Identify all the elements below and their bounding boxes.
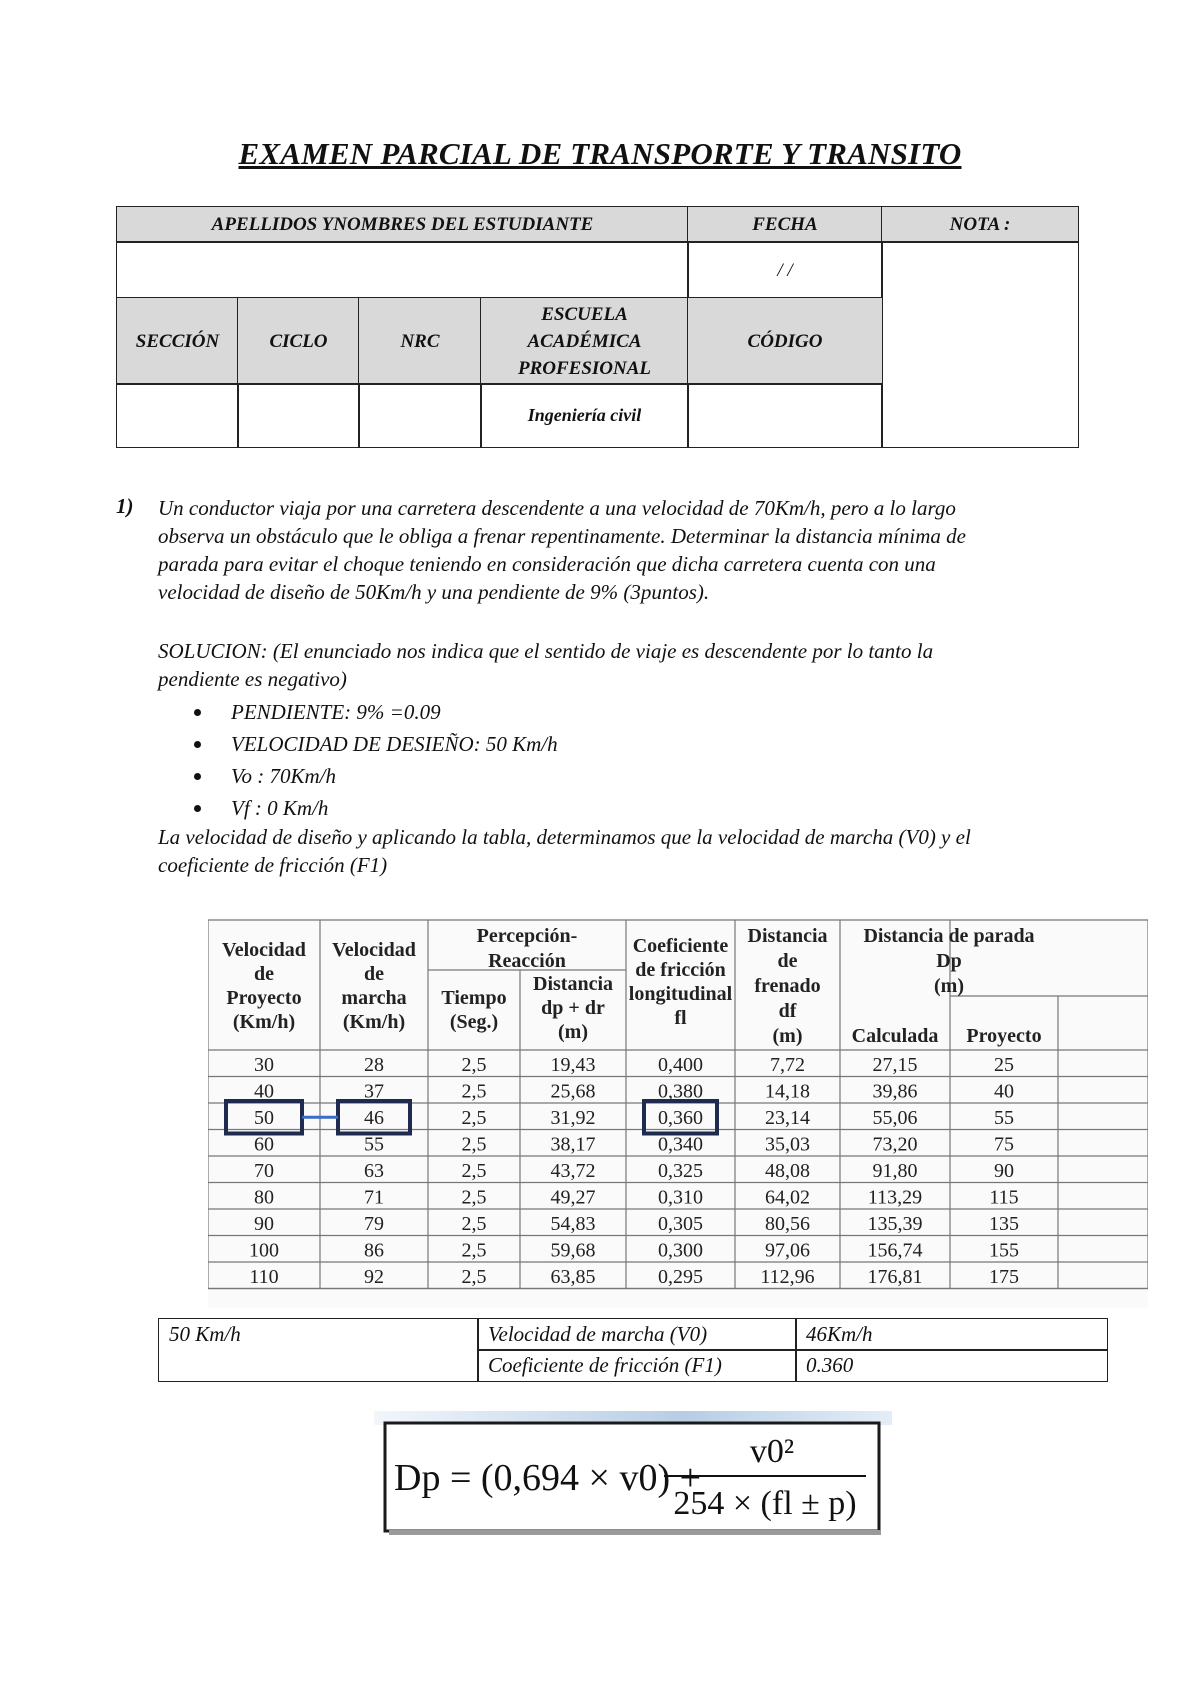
table-cell: 0,295 [658,1266,703,1288]
header-perception-reaction: Percepción- [476,925,578,947]
escuela-label-line-3: PROFESIONAL [517,357,652,379]
table-cell: 0,360 [658,1107,703,1129]
intro-line: La velocidad de diseño y aplicando la tabla, determinamos que la velocidad de marcha (V0) y el [158,825,971,849]
table-cell: 40 [994,1080,1014,1103]
table-cell: 110 [249,1266,279,1288]
solution-line: pendiente es negativo) [158,667,347,691]
solution-text [158,637,1108,693]
design-speed-table [208,918,1148,1308]
seccion-header: SECCIÓN [116,297,239,385]
bullet-text: Vf : 0 Km/h [231,796,329,820]
table-cell: 2,5 [461,1080,487,1103]
table-cell: 23,14 [765,1107,810,1129]
codigo-field [687,383,883,448]
header-braking-distance: df [778,1000,797,1022]
fecha-field: / / [687,241,883,299]
codigo-header: CÓDIGO [687,297,883,385]
header-friction-coefficient: de fricción [635,959,726,981]
student-name-field [116,241,689,299]
escuela-header [480,297,689,385]
table-cell: 19,43 [550,1054,596,1076]
header-design-speed: (Km/h) [232,1011,296,1033]
table-cell: 59,68 [550,1239,596,1262]
question-line: velocidad de diseño de 50Km/h y una pendiente de 9% (3puntos). [158,580,710,604]
seccion-field [116,383,239,448]
table-cell: 0,340 [658,1133,703,1156]
table-cell: 79 [364,1213,384,1235]
table-cell: 113,29 [867,1186,923,1209]
table-cell: 50 [254,1107,274,1129]
table-cell: 49,27 [550,1186,596,1209]
header-braking-distance: de [777,950,798,972]
header-running-speed: marcha [341,987,407,1009]
table-cell: 135 [989,1213,1019,1235]
table-cell: 0,305 [658,1213,703,1235]
table-cell: 2,5 [461,1160,487,1182]
table-cell: 97,06 [765,1239,810,1262]
table-cell: 90 [254,1213,274,1235]
table-cell: 14,18 [765,1080,810,1103]
answer-v0-label: Velocidad de marcha (V0) [477,1318,797,1351]
table-cell: 63,85 [550,1266,596,1288]
table-cell: 39,86 [872,1080,918,1103]
table-cell: 60 [254,1133,274,1156]
table-cell: 27,15 [872,1054,918,1076]
table-cell: 64,02 [765,1186,810,1209]
header-calculated: Calculada [851,1025,939,1047]
header-project: Proyecto [966,1025,1042,1047]
answer-v0-value: 46Km/h [795,1318,1108,1351]
table-cell: 100 [249,1239,279,1262]
question-line: observa un obstáculo que le obliga a frenar repentinamente. Determinar la distancia mínima de [158,524,966,548]
table-cell: 2,5 [461,1239,487,1262]
table-cell: 35,03 [765,1133,810,1156]
bullet-dot [194,805,201,812]
nota-field [881,241,1079,448]
table-cell: 135,39 [867,1213,923,1235]
header-perception-reaction: Reacción [488,950,566,972]
design-speed-table-graphic [208,918,1148,1308]
header-design-speed: Velocidad [222,939,306,961]
table-intro-text [158,823,1108,879]
question-text [158,494,1108,606]
table-cell: 0,300 [658,1239,703,1262]
escuela-label-line-1: ESCUELA [541,303,628,325]
escuela-field: Ingeniería civil [480,383,689,448]
header-distance: (m) [558,1021,588,1043]
formula-lhs: Dp = (0,694 × v0) + [394,1457,702,1499]
intro-line: coeficiente de fricción (F1) [158,853,388,877]
table-cell: 176,81 [867,1266,923,1288]
header-braking-distance: frenado [754,975,821,997]
bullet-dot [194,709,201,716]
student-name-header: APELLIDOS YNOMBRES DEL ESTUDIANTE [116,206,689,243]
header-running-speed: (Km/h) [342,1011,406,1033]
bullet-dot [194,741,201,748]
table-cell: 25,68 [550,1080,596,1103]
header-braking-distance: Distancia [747,925,828,947]
table-cell: 70 [254,1160,274,1182]
nrc-header: NRC [358,297,482,385]
bullet-text: VELOCIDAD DE DESIEÑO: 50 Km/h [231,732,558,756]
table-cell: 90 [994,1160,1014,1182]
header-time: (Seg.) [449,1011,499,1033]
table-cell: 63 [364,1160,384,1182]
table-cell: 54,83 [550,1213,596,1235]
ciclo-header: CICLO [237,297,360,385]
table-cell: 80,56 [765,1213,810,1235]
table-cell: 38,17 [550,1133,596,1156]
header-friction-coefficient: fl [674,1007,687,1029]
table-cell: 2,5 [461,1054,487,1076]
header-friction-coefficient: longitudinal [628,983,733,1005]
table-cell: 43,72 [550,1160,596,1182]
table-cell: 80 [254,1186,274,1209]
student-info-table [116,206,1079,448]
table-cell: 2,5 [461,1107,487,1129]
table-cell: 175 [989,1266,1019,1288]
table-cell: 7,72 [770,1054,805,1076]
table-cell: 86 [364,1239,384,1262]
question-line: Un conductor viaja por una carretera descendente a una velocidad de 70Km/h, pero a lo largo [158,496,956,520]
table-cell: 155 [989,1239,1019,1262]
formula-graphic [382,1420,884,1536]
table-cell: 28 [364,1054,384,1076]
table-cell: 71 [364,1186,384,1209]
table-cell: 55 [994,1107,1014,1129]
table-cell: 37 [364,1080,384,1103]
bullet-dot [194,773,201,780]
header-time: Tiempo [441,987,507,1009]
header-braking-distance: (m) [772,1025,803,1047]
table-cell: 75 [994,1133,1014,1156]
table-cell: 2,5 [461,1133,487,1156]
table-cell: 30 [254,1054,274,1076]
table-cell: 0,400 [658,1054,703,1076]
table-cell: 31,92 [550,1107,596,1129]
question-number: 1) [116,494,134,518]
table-cell: 2,5 [461,1213,487,1235]
formula-numerator: v0² [749,1433,795,1470]
table-cell: 115 [989,1186,1019,1209]
header-distance: Distancia [533,973,613,995]
table-cell: 48,08 [765,1160,810,1182]
escuela-label-line-2: ACADÉMICA [527,330,642,352]
table-cell: 55 [364,1133,384,1156]
table-cell: 156,74 [867,1239,923,1262]
table-cell: 40 [254,1080,274,1103]
table-cell: 2,5 [461,1266,487,1288]
answer-speed-cell: 50 Km/h [158,1318,479,1382]
header-design-speed: Proyecto [226,987,302,1009]
table-cell: 46 [364,1107,384,1129]
answer-table [158,1318,1108,1382]
header-distance: dp + dr [541,997,605,1019]
header-stopping-distance: Dp [936,950,962,972]
answer-f1-label: Coeficiente de fricción (F1) [477,1349,797,1382]
bullet-text: PENDIENTE: 9% =0.09 [231,700,441,724]
table-cell: 112,96 [760,1266,815,1288]
table-cell: 55,06 [872,1107,918,1129]
table-cell: 73,20 [872,1133,918,1156]
header-friction-coefficient: Coeficiente [632,935,729,957]
table-cell: 0,380 [658,1080,703,1103]
table-cell: 92 [364,1266,384,1288]
table-cell: 25 [994,1054,1014,1076]
nota-header: NOTA : [881,206,1079,243]
answer-f1-value: 0.360 [795,1349,1108,1382]
nrc-field [358,383,482,448]
question-line: parada para evitar el choque teniendo en consideración que dicha carretera cuenta con una [158,552,936,576]
header-stopping-distance: (m) [934,975,964,997]
table-cell: 2,5 [461,1186,487,1209]
header-running-speed: Velocidad [332,939,416,961]
bullet-text: Vo : 70Km/h [231,764,336,788]
table-cell: 0,325 [658,1160,703,1182]
table-cell: 0,310 [658,1186,703,1209]
table-cell: 91,80 [872,1160,918,1182]
header-running-speed: de [364,963,384,985]
fecha-header: FECHA [687,206,883,243]
stopping-distance-formula [382,1420,884,1536]
formula-denominator: 254 × (fl ± p) [673,1485,857,1522]
header-stopping-distance: Distancia de parada [863,925,1035,947]
header-design-speed: de [254,963,274,985]
page-title: EXAMEN PARCIAL DE TRANSPORTE Y TRANSITO [238,136,962,171]
ciclo-field [237,383,360,448]
solution-line: SOLUCION: (El enunciado nos indica que el sentido de viaje es descendente por lo tanto la [158,639,934,663]
